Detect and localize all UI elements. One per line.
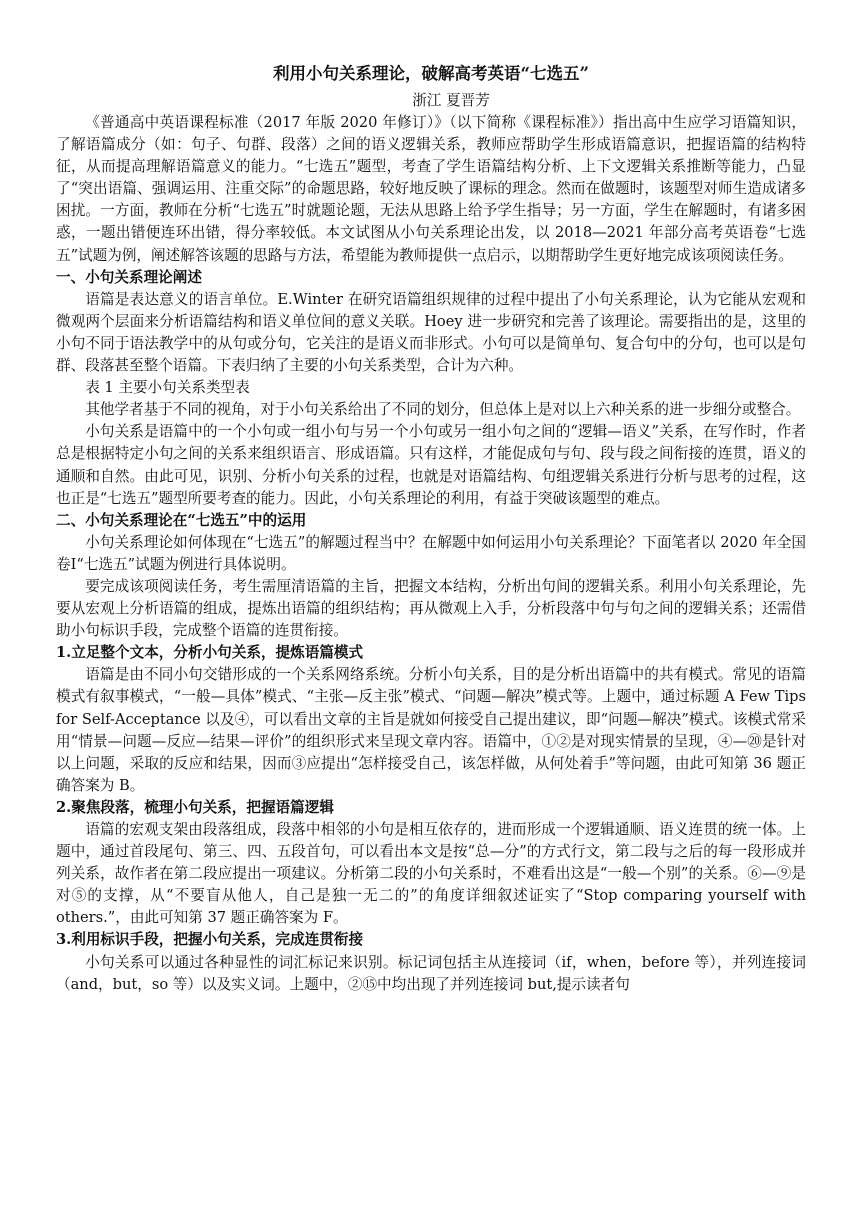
- subsection-1-heading: 1.立足整个文本，分析小句关系，提炼语篇模式: [56, 644, 364, 662]
- section-2-paragraph-1: 小句关系理论如何体现在“七选五”的解题过程当中？在解题中如何运用小句关系理论？下面笔者以 2020 年全国卷Ⅰ“七选五”试题为例进行具体说明。: [56, 533, 806, 573]
- section-2-paragraph-2: 要完成该项阅读任务，考生需厘清语篇的主旨，把握文本结构，分析出句间的逻辑关系。利用小句关系理论，先要从宏观上分析语篇的组成，提炼出语篇的组织结构；再从微观上入手，分析段落中句与句之间的逻辑关系；还需借助小句标识手段，完成整个语篇的连贯衔接。: [56, 577, 806, 640]
- subsection-3-heading: 3.利用标识手段，把握小句关系，完成连贯衔接: [56, 931, 364, 949]
- section-1-paragraph-3: 小句关系是语篇中的一个小句或一组小句与另一个小句或另一组小句之间的“逻辑—语义”关系，在写作时，作者总是根据特定小句之间的关系来组织语言、形成语篇。只有这样，才能促成句与句、段与段之间衔接的连贯，语义的通顺和自然。由此可见，识别、分析小句关系的过程，也就是对语篇结构、句组逻辑关系进行分析与思考的过程，这也正是“七选五”题型所要考查的能力。因此，小句关系理论的利用，有益于突破该题型的难点。: [56, 423, 806, 507]
- subsection-1-paragraph: 语篇是由不同小句交错形成的一个关系网络系统。分析小句关系，目的是分析出语篇中的共有模式。常见的语篇模式有叙事模式，“一般—具体”模式、“主张—反主张”模式、“问题—解决”模式等。上题中，通过标题 A Few Tips for Self-Acceptance 以及④，可以看出文章的主旨是就如何接受自己提出建议，即“问题—解决”模式。该模式常采用“情景—问题—反应—结果—评价”的组织形式来呈现文章内容。语篇中，①②是对现实情景的呈现，④—⑳是针对以上问题，采取的反应和结果，因而③应提出“怎样接受自己，该怎样做，从何处着手”等问题，由此可知第 36 题正确答案为 B。: [56, 666, 806, 794]
- subsection-2-paragraph: 语篇的宏观支架由段落组成，段落中相邻的小句是相互依存的，进而形成一个逻辑通顺、语义连贯的统一体。上题中，通过首段尾句、第三、四、五段首句，可以看出本文是按“总—分”的方式行文，第二段与之后的每一段形成并列关系，故作者在第二段应提出一项建议。分析第二段的小句关系时，不难看出这是“一般—个别”的关系。⑥—⑨是对⑤的支撑，从“不要盲从他人，自己是独一无二的”的角度详细叙述证实了“Stop comparing yourself with others.”，由此可知第 37 题正确答案为 F。: [56, 821, 806, 927]
- section-2-heading: 二、小句关系理论在“七选五”中的运用: [56, 511, 307, 529]
- section-1-paragraph-2: 其他学者基于不同的视角，对于小句关系给出了不同的划分，但总体上是对以上六种关系的进一步细分或整合。: [85, 401, 801, 419]
- article-title: 利用小句关系理论，破解高考英语“七选五”: [273, 64, 589, 83]
- intro-paragraph: 《普通高中英语课程标准（2017 年版 2020 年修订）》（以下简称《课程标准》）指出高中生应学习语篇知识，了解语篇成分（如：句子、句群、段落）之间的语义逻辑关系，教师应帮助学生形成语篇意识，把握语篇的结构特征，从而提高理解语篇意义的能力。“七选五”题型，考查了学生语篇结构分析、上下文逻辑关系推断等能力，凸显了“突出语篇、强调运用、注重交际”的命题思路，较好地反映了课标的理念。然而在做题时，该题型对师生造成诸多困扰。一方面，教师在分析“七选五”时就题论题，无法从思路上给予学生指导；另一方面，学生在解题时，有诸多困惑，一题出错便连环出错，得分率较低。本文试图从小句关系理论出发，以 2018—2021 年部分高考英语卷“七选五”试题为例，阐述解答该题的思路与方法，希望能为教师提供一点启示，以期帮助学生更好地完成该项阅读任务。: [56, 114, 806, 264]
- subsection-3-paragraph: 小句关系可以通过各种显性的词汇标记来识别。标记词包括主从连接词（if，when，before 等），并列连接词（and，but，so 等）以及实义词。上题中，②⑮中均出现了并列连接词 but,提示读者句: [56, 953, 806, 993]
- table-caption: 表 1 主要小句关系类型表: [85, 379, 250, 397]
- section-1-paragraph-1: 语篇是表达意义的语言单位。E.Winter 在研究语篇组织规律的过程中提出了小句关系理论，认为它能从宏观和微观两个层面来分析语篇结构和语义单位间的意义关联。Hoey 进一步研究和完善了该理论。需要指出的是，这里的小句不同于语法教学中的从句或分句，它关注的是语义而非形式。小句可以是简单句、复合句中的分句，也可以是句群、段落甚至整个语篇。下表归纳了主要的小句关系类型，合计为六种。: [56, 290, 806, 375]
- author-line: 浙江 夏晋芳: [412, 92, 490, 109]
- section-1-heading: 一、小句关系理论阐述: [56, 268, 202, 286]
- subsection-2-heading: 2.聚焦段落，梳理小句关系，把握语篇逻辑: [56, 798, 334, 816]
